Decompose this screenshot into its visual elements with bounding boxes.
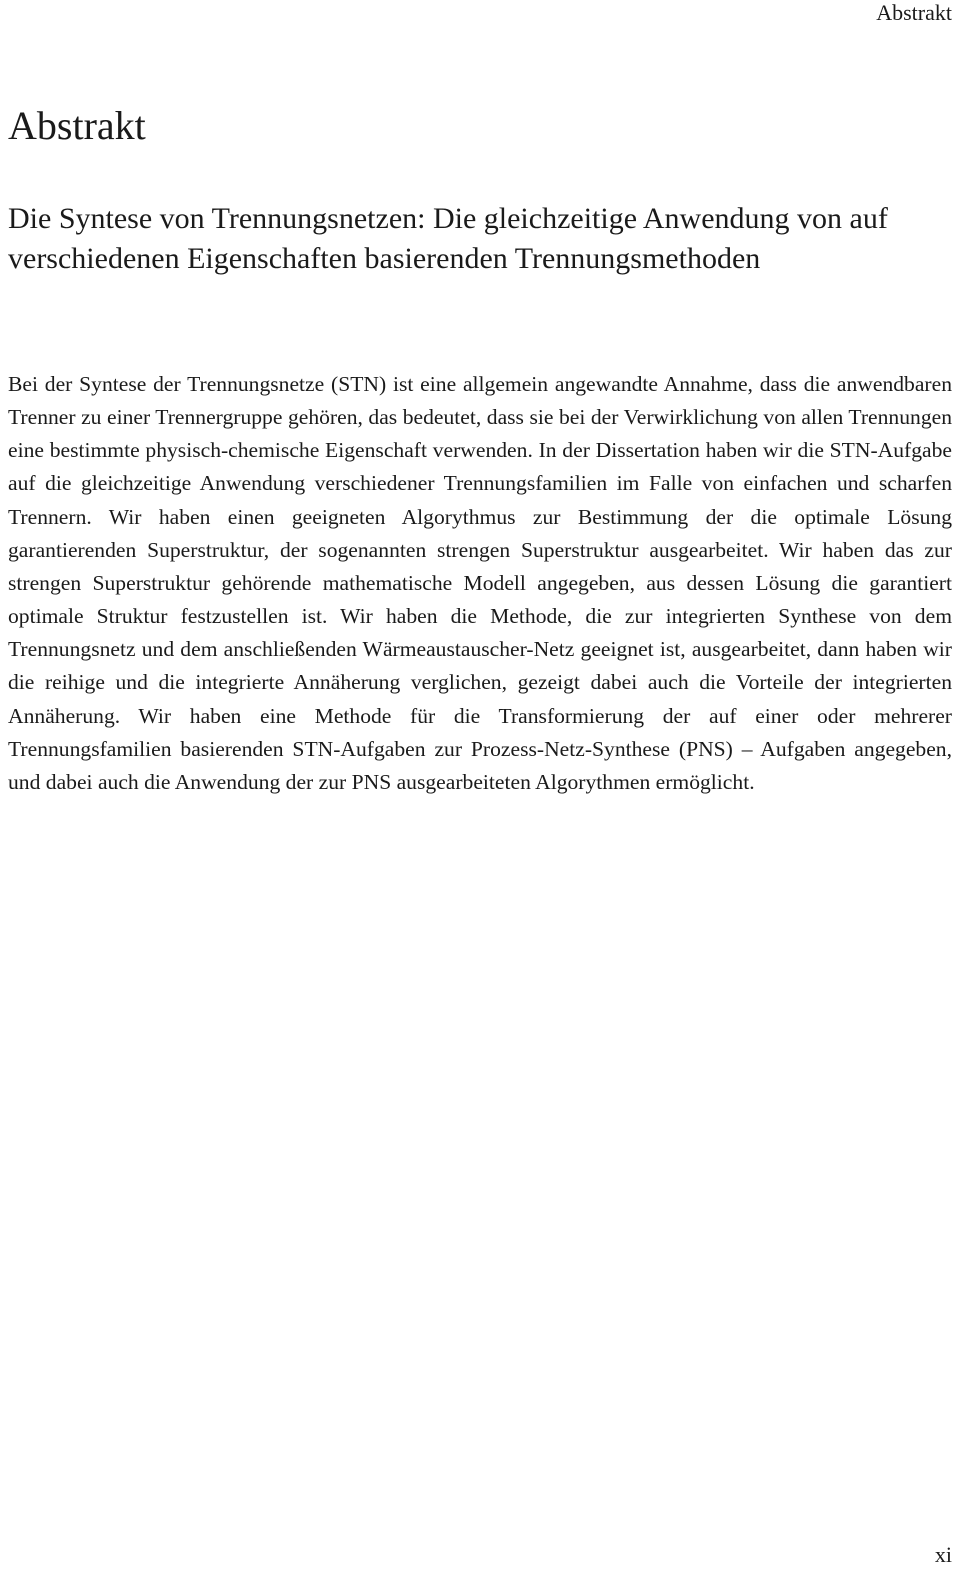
abstract-subtitle: Die Syntese von Trennungsnetzen: Die gleichzeitige Anwendung von auf verschiedenen Eigenschaften basierenden Trennungsmethoden: [8, 202, 888, 275]
abstract-paragraph: Bei der Syntese der Trennungsnetze (STN) ist eine allgemein angewandte Annahme, dass die anwendbaren Trenner zu einer Trennergruppe gehören, das bedeutet, dass sie bei der Verwirklichung von allen Trennungen eine bestimmte physisch-chemische Eigenschaft verwenden. In der Dissertation haben wir die STN-Aufgabe auf die gleichzeitige Anwendung verschiedener Trennungsfamilien im Falle von einfachen und scharfen Trennern. Wir haben einen geeigneten Algorythmus zur Bestimmung der die optimale Lösung garantierenden Superstruktur, der sogenannten strengen Superstruktur ausgearbeitet. Wir haben das zur strengen Superstruktur gehörende mathematische Modell angegeben, aus dessen Lösung die garantiert optimale Struktur festzustellen ist. Wir haben die Methode, die zur integrierten Synthese von dem Trennungsnetz und dem anschließenden Wärmeaustauscher-Netz geeignet ist, ausgearbeitet, dann haben wir die reihige und die integrierte Annäherung verglichen, gezeigt dabei auch die Vorteile der integrierten Annäherung. Wir haben eine Methode für die Transformierung der auf einer oder mehrerer Trennungsfamilien basierenden STN-Aufgaben zur Prozess-Netz-Synthese (PNS) – Aufgaben angegeben, und dabei auch die Anwendung der zur PNS ausgearbeiteten Algorythmen ermöglicht.: [8, 372, 952, 794]
chapter-title: Abstrakt: [8, 103, 146, 148]
running-header: Abstrakt: [876, 0, 952, 25]
page-number: xi: [934, 1542, 952, 1567]
